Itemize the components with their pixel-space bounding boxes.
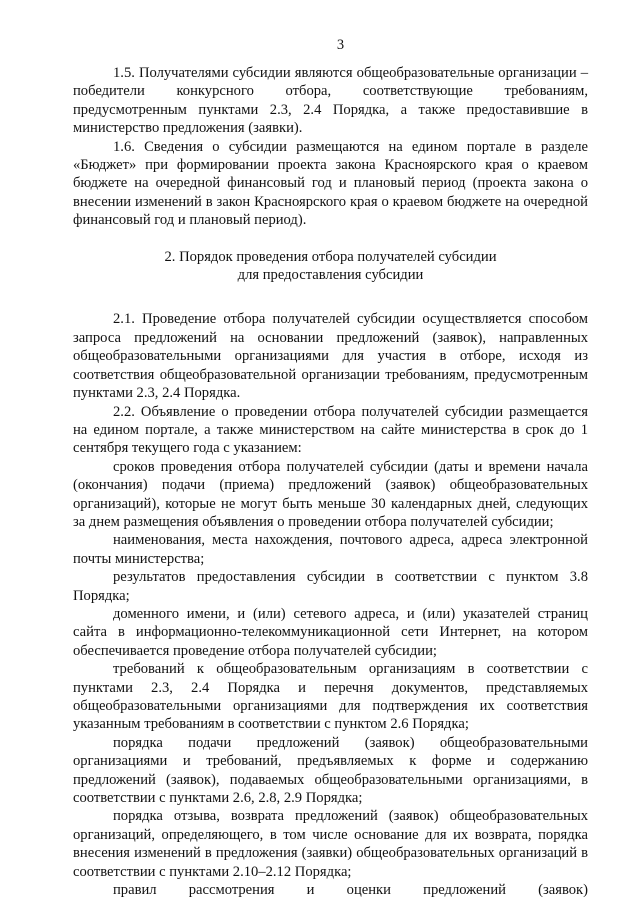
paragraph-2-1: 2.1. Проведение отбора получателей субсидии осуществляется способом запроса предложений на основании предложений (заявок), направленных общеобразовательными организациями для участия в отборе, исходя из соответствия общеобразовательной организации требованиям, предусмотренным пунктами 2.3, 2.4 Порядка.: [73, 311, 588, 402]
section-heading-line-1: 2. Порядок проведения отбора получателей субсидии: [164, 248, 497, 265]
list-item-requirements: требований к общеобразовательным организациям в соответствии с пунктами 2.3, 2.4 Порядка и перечня документов, представляемых общеобразовательными организациями для подтверждения их соответствия указанным требованиям в соответствии с пунктом 2.6 Порядка;: [73, 661, 588, 733]
list-item-name-address: наименования, места нахождения, почтового адреса, адреса электронной почты министерства;: [73, 532, 588, 567]
section-heading: [73, 248, 588, 285]
section-heading-line-2: для предоставления субсидии: [237, 267, 424, 284]
list-item-results: результатов предоставления субсидии в соответствии с пунктом 3.8 Порядка;: [73, 569, 588, 604]
paragraph-1-6: 1.6. Сведения о субсидии размещаются на едином портале в разделе «Бюджет» при формировании проекта закона Красноярского края о краевом бюджете на очередной финансовый год и плановый период (проекта закона о внесении изменений в закон Красноярского края о краевом бюджете на очередной финансовый год и плановый период).: [73, 138, 588, 229]
page-number: 3: [336, 37, 345, 53]
list-item-domain: доменного имени, и (или) сетевого адреса, и (или) указателей страниц сайта в информационно-телекоммуникационной сети Интернет, на котором обеспечивается проведение отбора получателей субсидии;: [73, 605, 588, 659]
list-item-submission-order: порядка подачи предложений (заявок) общеобразовательными организациями и требований, предъявляемых к форме и содержанию предложений (заявок), подаваемых общеобразовательными организациями, в соответствии с пунктами 2.6, 2.8, 2.9 Порядка;: [73, 734, 588, 807]
list-item-review-rules: правил рассмотрения и оценки предложений (заявок): [113, 882, 588, 899]
paragraph-1-5: 1.5. Получателями субсидии являются общеобразовательные организации – победители конкурсного отбора, соответствующие требованиям, предусмотренным пунктами 2.3, 2.4 Порядка, а также предоставившие в министерство предложения (заявки).: [73, 65, 588, 137]
list-item-withdrawal-order: порядка отзыва, возврата предложений (заявок) общеобразовательных организаций, определяющего, в том числе основание для их возврата, порядка внесения изменений в предложения (заявки) общеобразовательных организаций в соответствии с пунктами 2.10–2.12 Порядка;: [73, 808, 588, 880]
paragraph-2-2: 2.2. Объявление о проведении отбора получателей субсидии размещается на едином портале, а также министерством на сайте министерства в срок до 1 сентября текущего года с указанием:: [73, 403, 588, 457]
list-item-terms: сроков проведения отбора получателей субсидии (даты и времени начала (окончания) подачи (приема) предложений (заявок) общеобразовательных организаций), которые не могут быть меньше 30 календарных дней, следующих за днем размещения объявления о проведении отбора получателей субсидии;: [73, 458, 588, 530]
